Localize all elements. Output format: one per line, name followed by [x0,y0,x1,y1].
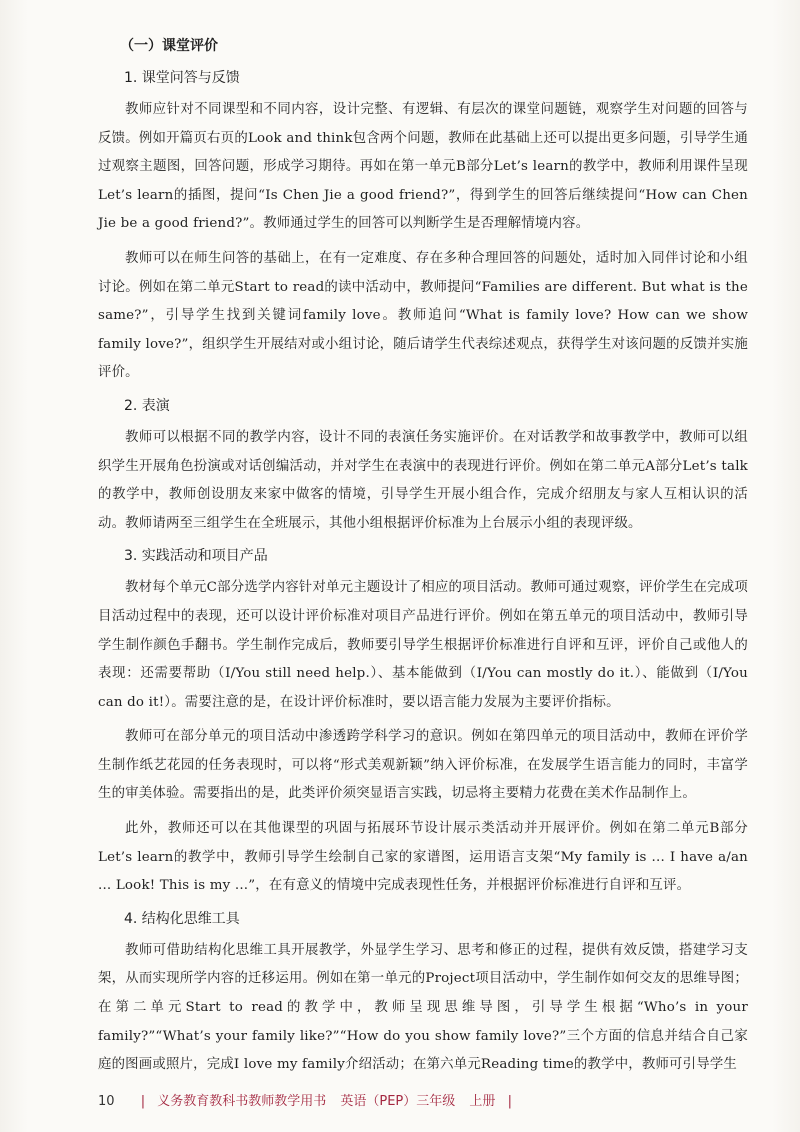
paragraph: 教师可以在师生问答的基础上，在有一定难度、存在多种合理回答的问题处，适时加入同伴讨论和小组讨论。例如在第二单元Start to read的读中活动中，教师提问“Families are different. But what is the same?”，引导学生找到关键词family love。教师追问“What is family love? How can we show family love?”，组织学生开展结对或小组讨论，随后请学生代表综述观点，获得学生对该问题的反馈并实施评价。 [98,250,748,381]
subsection-heading: 4. 结构化思维工具 [124,910,240,927]
paragraph: 教师可以根据不同的教学内容，设计不同的表演任务实施评价。在对话教学和故事教学中，教师可以组织学生开展角色扮演或对话创编活动，并对学生在表演中的表现进行评价。例如在第二单元A部分Let’s talk的教学中，教师创设朋友来家中做客的情境，引导学生开展小组合作，完成介绍朋友与家人互相认识的活动。教师请两至三组学生在全班展示，其他小组根据评价标准为上台展示小组的表现评级。 [98,429,748,531]
paragraph: 教师可在部分单元的项目活动中渗透跨学科学习的意识。例如在第四单元的项目活动中，教师在评价学生制作纸艺花园的任务表现时，可以将“形式美观新颖”纳入评价标准，在发展学生语言能力的同时，丰富学生的审美体验。需要指出的是，此类评价须突显语言实践，切忌将主要精力花费在美术作品制作上。 [98,729,748,802]
subsection-performance [98,394,748,538]
paragraph: 此外，教师还可以在其他课型的巩固与拓展环节设计展示类活动并开展评价。例如在第二单元B部分Let’s learn的教学中，教师引导学生绘制自己家的家谱图，运用语言支架“My family is ... I have a/an ... Look! This is my ...”，在有意义的情境中完成表现性任务，并根据评价标准进行自评和互评。 [98,821,748,894]
subsection-projects [98,544,748,901]
section-title: （一）课堂评价 [120,38,218,54]
book-title: 义务教育教科书教师教学用书 [157,1094,327,1109]
footer-separator-end: | [507,1094,512,1109]
subsection-classroom-qa [98,66,748,388]
paragraph: 教师可借助结构化思维工具开展教学，外显学生学习、思考和修正的过程，提供有效反馈，搭建学习支架，从而实现所学内容的迁移运用。例如在第一单元的Project项目活动中，学生制作如何交友的思维导图；在第二单元Start to read的教学中，教师呈现思维导图，引导学生根据“Who’s in your family?”“What’s your family like?”“How do you show family love?”三个方面的信息并结合自己家庭的图画或照片，完成I love my family介绍活动；在第六单元Reading time的教学中，教师可引导学生 [98,942,748,1073]
subsection-thinking-tools [98,907,748,1080]
document-body [98,34,748,1086]
subsection-heading: 3. 实践活动和项目产品 [124,548,268,565]
footer-separator: | [140,1094,146,1109]
subsection-heading: 1. 课堂问答与反馈 [124,70,240,86]
page-number: 10 [98,1094,115,1109]
subject: 英语（PEP）三年级 [340,1094,456,1109]
paragraph: 教材每个单元C部分选学内容针对单元主题设计了相应的项目活动。教师可通过观察，评价学生在完成项目活动过程中的表现，还可以设计评价标准对项目产品进行评价。例如在第五单元的项目活动中，教师引导学生制作颜色手翻书。学生制作完成后，教师要引导学生根据评价标准进行自评和互评，评价自己或他人的表现：还需要帮助（I/You still need help.）、基本能做到（I/You can mostly do it.）、能做到（I/You can do it!）。需要注意的是，在设计评价标准时，要以语言能力发展为主要评价指标。 [98,580,748,710]
subsection-heading: 2. 表演 [124,397,170,414]
paragraph: 教师应针对不同课型和不同内容，设计完整、有逻辑、有层次的课堂问题链，观察学生对问题的回答与反馈。例如开篇页右页的Look and think包含两个问题，教师在此基础上还可以提出更多问题，引导学生通过观察主题图，回答问题，形成学习期待。再如在第一单元B部分Let’s learn的教学中，教师利用课件呈现Let’s learn的插图，提问“Is Chen Jie a good friend?”，得到学生的回答后继续提问“How can Chen Jie be a good friend?”。教师通过学生的回答可以判断学生是否理解情境内容。 [98,102,748,232]
page-footer [98,1092,748,1112]
volume: 上册 [469,1094,496,1109]
